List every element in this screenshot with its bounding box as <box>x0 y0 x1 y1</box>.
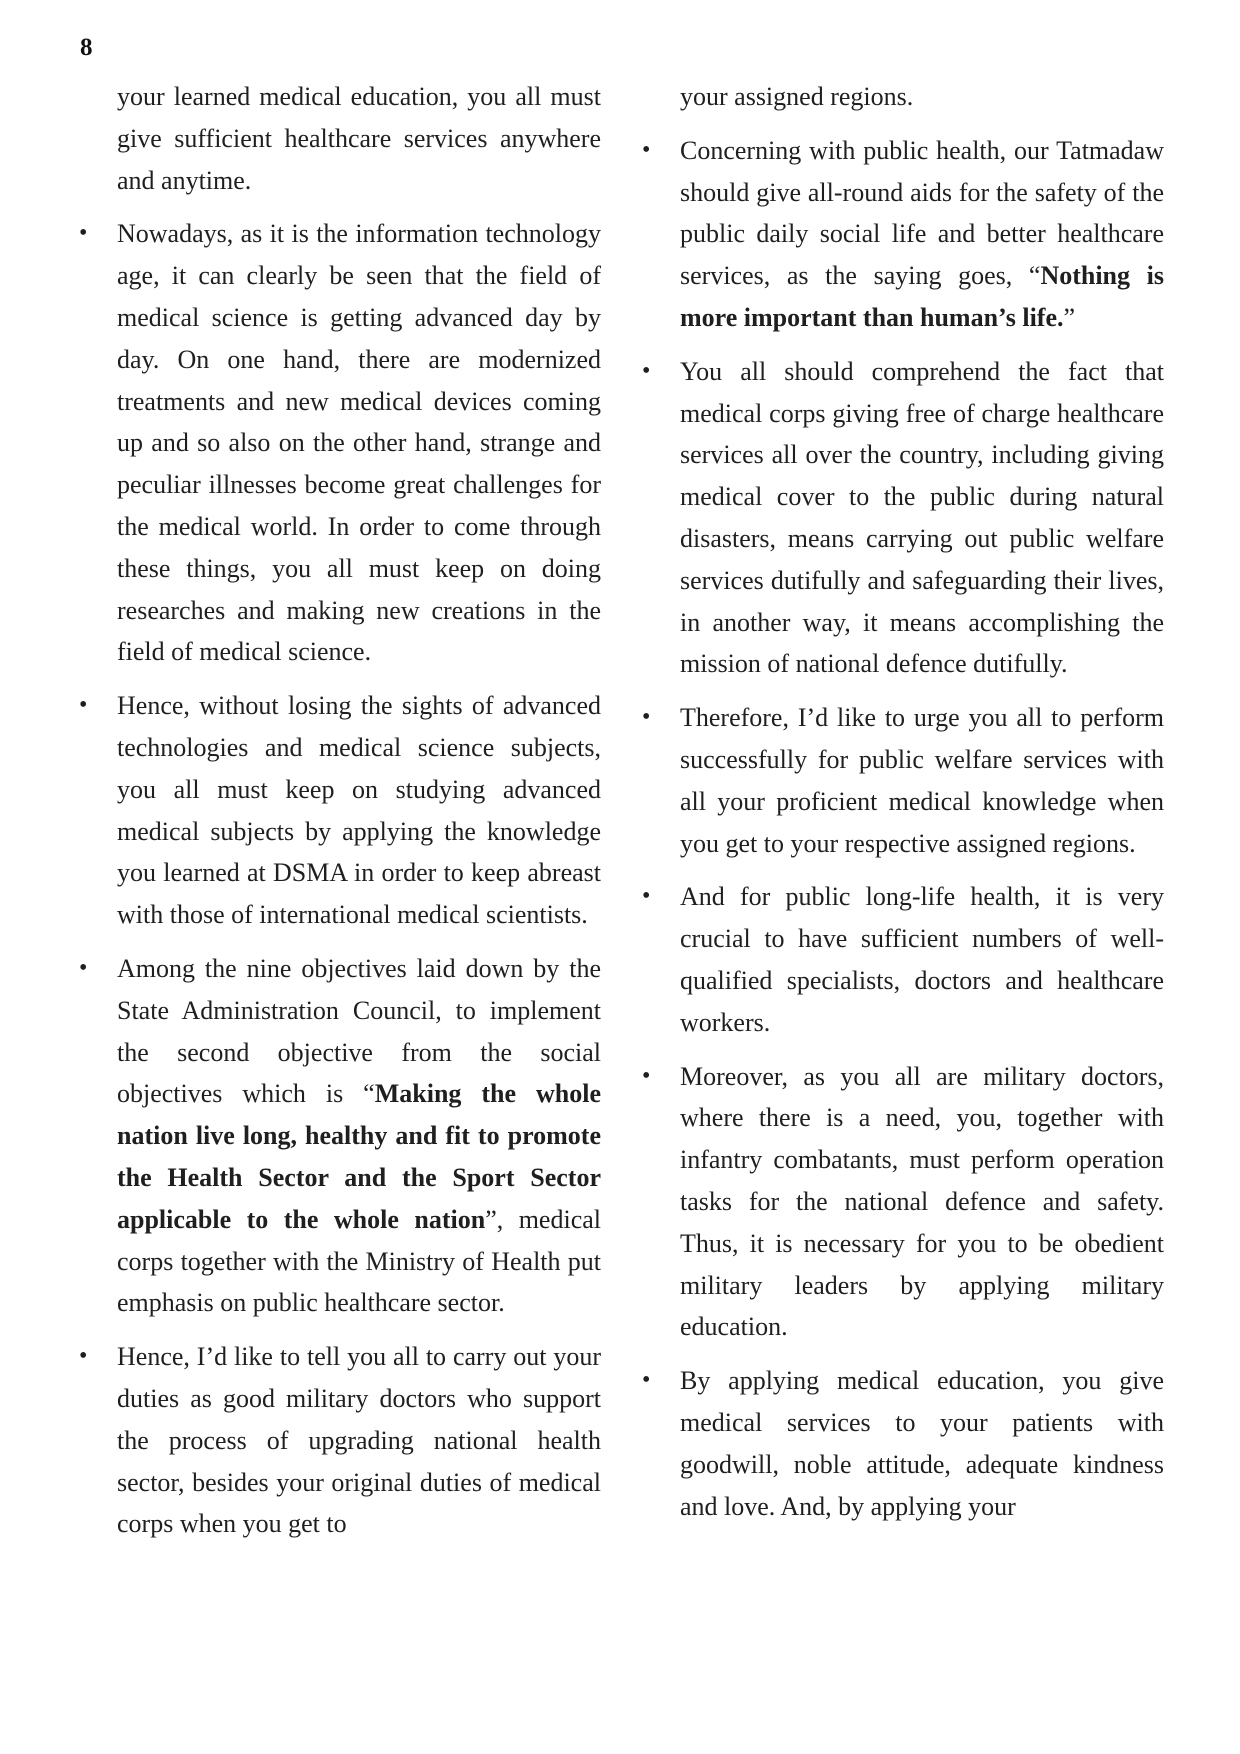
page-number: 8 <box>80 34 93 61</box>
bullet-text: Concerning with public health, our Tatmadaw should give all-round aids for the safety of the public daily social life and better healthcare services, as the saying goes, “ <box>680 135 1164 291</box>
bullet-item: • And for public long-life health, it is very crucial to have sufficient numbers of well-qualified specialists, doctors and healthcare workers. <box>680 876 1164 1043</box>
bullet-item: • Hence, I’d like to tell you all to carry out your duties as good military doctors who support the process of upgrading national health sector, besides your original duties of medical corps when you get to <box>117 1336 601 1545</box>
left-column <box>117 76 601 1545</box>
bullet-item <box>117 948 601 1324</box>
bullet-item: • Hence, without losing the sights of advanced technologies and medical science subjects, you all must keep on studying advanced medical subjects by applying the knowledge you learned at DSMA in order to keep abreast with those of international medical scientists. <box>117 685 601 936</box>
bullet-item: • Nowadays, as it is the information technology age, it can clearly be seen that the field of medical science is getting advanced day by day. On one hand, there are modernized treatments and new medical devices coming up and so also on the other hand, strange and peculiar illnesses become great challenges for the medical world. In order to come through these things, you all must keep on doing researches and making new creations in the field of medical science. <box>117 213 601 673</box>
bullet-text: ”, medical corps together with the Ministry of Health put emphasis on public healthcare sector. <box>117 1204 601 1318</box>
bullet-item: • By applying medical education, you give medical services to your patients with goodwill, noble attitude, adequate kindness and love. And, by applying your <box>680 1360 1164 1527</box>
continued-paragraph: your assigned regions. <box>680 82 914 111</box>
bold-quote: Nothing is more important than human’s life. <box>680 261 1164 332</box>
bullet-item: • Moreover, as you all are military doctors, where there is a need, you, together with infantry combatants, must perform operation tasks for the national defence and safety. Thus, it is necessary for you to be obedient military leaders by applying military education. <box>680 1056 1164 1349</box>
bullet-item: • Therefore, I’d like to urge you all to perform successfully for public welfare services with all your proficient medical knowledge when you get to your respective assigned regions. <box>680 697 1164 864</box>
bold-quote: Making the whole nation live long, healthy and fit to promote the Health Sector and the Sport Sector applicable to the whole nation <box>117 1079 601 1234</box>
bullet-item <box>680 130 1164 339</box>
right-column <box>680 76 1164 1527</box>
continued-paragraph: your learned medical education, you all must give sufficient healthcare services anywhere and anytime. <box>117 82 601 195</box>
bullet-text: Among the nine objectives laid down by the State Administration Council, to implement the second objective from the social objectives which is “ <box>117 953 601 1109</box>
bullet-item: • You all should comprehend the fact that medical corps giving free of charge healthcare services all over the country, including giving medical cover to the public during natural disasters, means carrying out public welfare services dutifully and safeguarding their lives, in another way, it means accomplishing the mission of national defence dutifully. <box>680 351 1164 685</box>
bullet-text: ” <box>1063 302 1076 332</box>
